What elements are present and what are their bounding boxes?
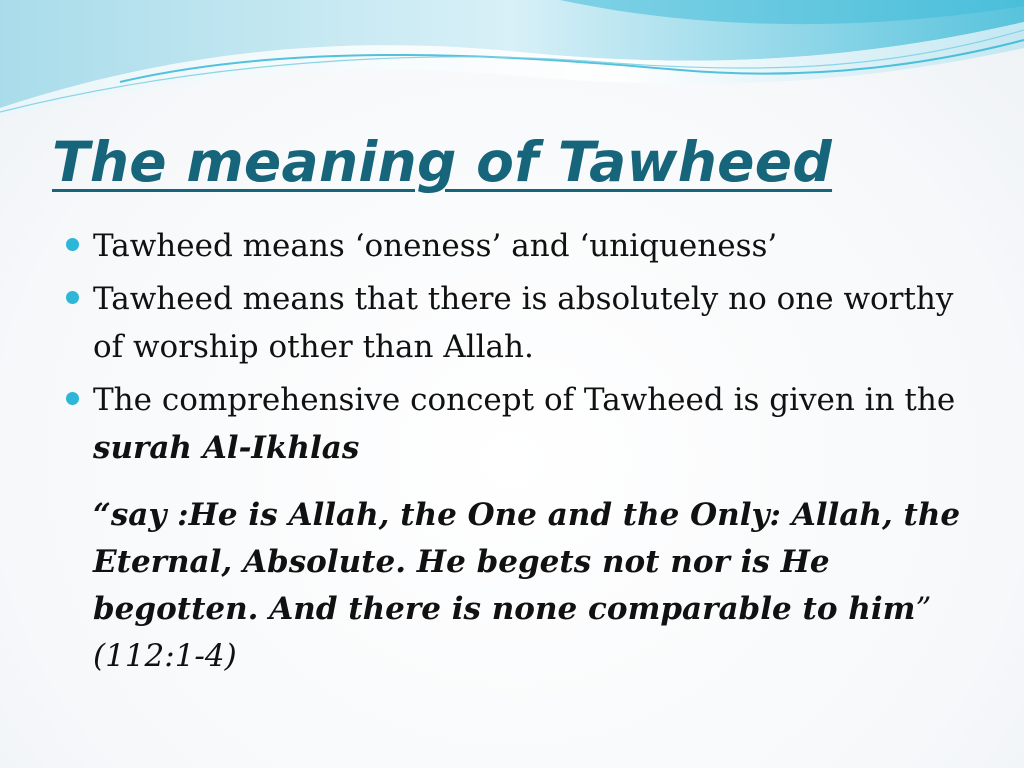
quote-text: “say :He is Allah, the One and the Only: Allah, the Eternal, Absolute. He begets not nor is He begotten. And there is none comparable to him (93, 497, 961, 627)
quran-quote (93, 492, 973, 680)
bullet-text: The comprehensive concept of Tawheed is given in the (93, 382, 956, 418)
bullet-text: Tawheed means that there is absolutely no one worthy of worship other than Allah. (93, 281, 954, 365)
bullet-dot-icon (66, 392, 79, 405)
bullet-item (66, 275, 966, 371)
bullet-dot-icon (66, 238, 79, 251)
bullet-text: Tawheed means ‘oneness’ and ‘uniqueness’ (93, 228, 778, 264)
bullet-item (66, 222, 966, 270)
quote-reference: ” (112:1-4) (93, 591, 932, 674)
slide-title: The meaning of Tawheed (52, 130, 833, 194)
bullet-dot-icon (66, 291, 79, 304)
header-wave-decoration (0, 0, 1024, 130)
surah-name: surah Al-Ikhlas (93, 430, 360, 466)
bullet-list (66, 222, 966, 477)
bullet-item (66, 376, 966, 472)
